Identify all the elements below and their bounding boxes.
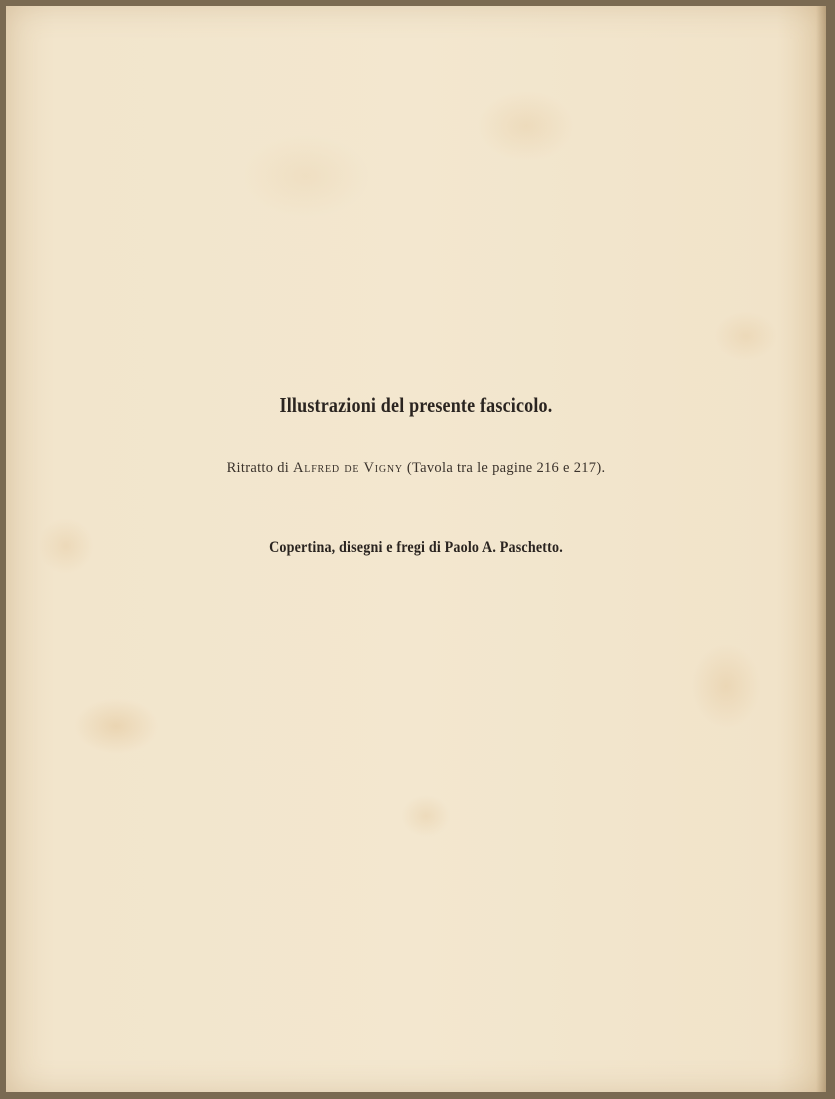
portrait-prefix: Ritratto di — [226, 460, 294, 476]
document-page — [6, 6, 826, 1092]
portrait-credit-line — [6, 460, 826, 477]
page-edge-shadow — [816, 6, 826, 1092]
design-credits: Copertina, disegni e fregi di Paolo A. Paschetto. — [269, 539, 563, 556]
page-heading: Illustrazioni del presente fascicolo. — [279, 393, 553, 417]
portrait-subject-name: Alfred de Vigny — [293, 460, 403, 476]
portrait-suffix: (Tavola tra le pagine 216 e 217). — [402, 460, 606, 476]
